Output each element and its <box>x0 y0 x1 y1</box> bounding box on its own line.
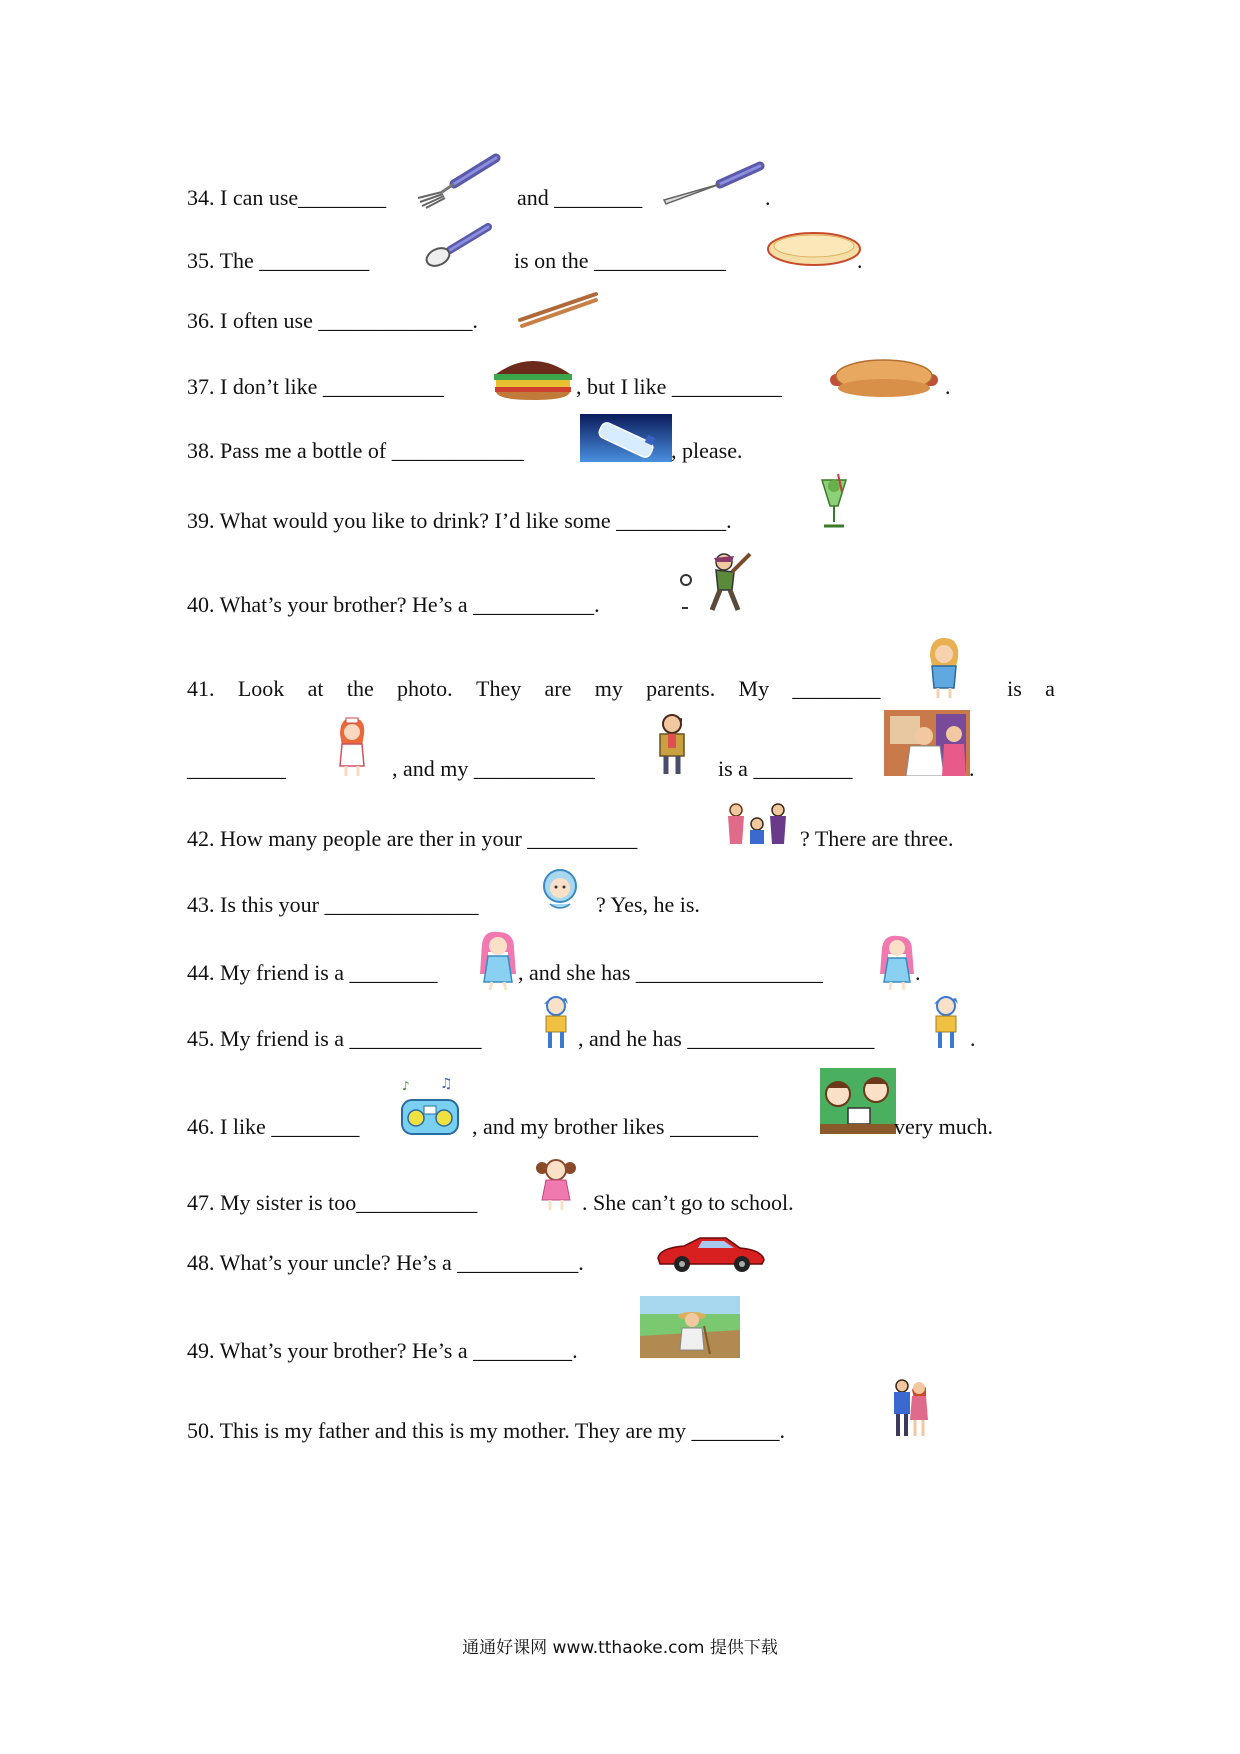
question-41-line-2-part-c: is a _________ <box>718 756 853 781</box>
question-41-word: My <box>738 676 770 701</box>
red-car-icon <box>654 1232 768 1274</box>
question-40-text: 40. What’s your brother? He’s a ___________. <box>187 592 600 617</box>
fork-icon <box>412 152 504 210</box>
water-bottle-icon <box>580 414 672 462</box>
doctor-icon <box>884 710 970 776</box>
plate-icon <box>766 230 862 268</box>
radio-music-icon <box>396 1076 462 1142</box>
question-38-part-a: 38. Pass me a bottle of ____________ <box>187 438 524 463</box>
question-45-part-a: 45. My friend is a ____________ <box>187 1026 482 1051</box>
mother-icon <box>922 636 966 700</box>
family-icon <box>724 802 790 846</box>
question-50-text: 50. This is my father and this is my mother. They are my ________. <box>187 1418 786 1443</box>
question-41-word: a <box>1045 676 1055 701</box>
question-41-word: my <box>594 676 623 701</box>
girl-long-hair-icon <box>876 934 918 990</box>
question-41-word: They <box>476 676 522 701</box>
question-44-part-a: 44. My friend is a ________ <box>187 960 438 985</box>
girl-long-hair-icon <box>474 930 520 990</box>
question-42-part-b: ? There are three. <box>800 826 954 851</box>
parents-icon <box>890 1376 930 1438</box>
question-42-part-a: 42. How many people are ther in your __________ <box>187 826 638 851</box>
boy-icon <box>928 992 964 1050</box>
question-35-part-c: . <box>857 248 863 273</box>
question-41-word: is <box>1007 676 1022 701</box>
farmer-icon <box>640 1296 740 1358</box>
question-41-word: at <box>307 676 324 701</box>
question-34-part-b: and ________ <box>517 185 643 210</box>
question-44-part-c: . <box>915 960 921 985</box>
question-43-part-b: ? Yes, he is. <box>596 892 700 917</box>
question-41-line-2-blank: _________ <box>187 756 286 781</box>
boy-icon <box>538 992 574 1050</box>
page-footer: 通通好课网 www.tthaoke.com 提供下载 <box>462 1638 778 1658</box>
question-41-blank: ________ <box>792 676 881 701</box>
question-47-part-b: . She can’t go to school. <box>582 1190 794 1215</box>
question-39-text: 39. What would you like to drink? I’d like some __________. <box>187 508 732 533</box>
question-41-word: the <box>346 676 374 701</box>
question-49-text: 49. What’s your brother? He’s a _________. <box>187 1338 578 1363</box>
juice-glass-icon <box>816 472 852 532</box>
question-41-word: 41. <box>187 676 215 701</box>
father-icon <box>652 710 692 776</box>
hamburger-icon <box>490 354 576 400</box>
chopsticks-icon <box>516 290 600 330</box>
baseball-player-icon <box>676 550 754 616</box>
question-37-part-c: . <box>945 374 951 399</box>
question-37-part-b: , but I like __________ <box>576 374 782 399</box>
question-41-word: are <box>544 676 572 701</box>
question-36-text: 36. I often use ______________. <box>187 308 478 333</box>
svg-text:♪: ♪ <box>402 1079 410 1093</box>
hot-dog-icon <box>828 356 940 400</box>
question-46-part-b: , and my brother likes ________ <box>472 1114 758 1139</box>
spoon-icon <box>422 222 494 270</box>
question-34-part-a: 34. I can use________ <box>187 185 387 210</box>
question-41-word: Look <box>237 676 285 701</box>
question-38-part-b: , please. <box>671 438 743 463</box>
question-34-part-c: . <box>765 185 771 210</box>
question-37-part-a: 37. I don’t like ___________ <box>187 374 444 399</box>
question-43-part-a: 43. Is this your ______________ <box>187 892 479 917</box>
knife-icon <box>660 160 766 208</box>
question-44-part-b: , and she has _________________ <box>518 960 823 985</box>
question-47-part-a: 47. My sister is too___________ <box>187 1190 478 1215</box>
question-35-part-b: is on the ____________ <box>514 248 727 273</box>
question-41-word: parents. <box>646 676 716 701</box>
baby-icon <box>540 866 580 912</box>
question-45-part-c: . <box>970 1026 976 1051</box>
nurse-icon <box>332 716 372 778</box>
question-41-line-2-end: . <box>969 756 975 781</box>
question-45-part-b: , and he has _________________ <box>578 1026 875 1051</box>
question-41-word: photo. <box>397 676 453 701</box>
svg-text:♫: ♫ <box>440 1076 453 1092</box>
question-46-part-a: 46. I like ________ <box>187 1114 360 1139</box>
boys-tv-icon <box>820 1068 896 1134</box>
question-35-part-a: 35. The __________ <box>187 248 370 273</box>
question-46-part-c: very much. <box>894 1114 993 1139</box>
question-41-line-2-part-b: , and my ___________ <box>392 756 595 781</box>
question-48-text: 48. What’s your uncle? He’s a ___________. <box>187 1250 584 1275</box>
little-girl-icon <box>534 1154 578 1212</box>
